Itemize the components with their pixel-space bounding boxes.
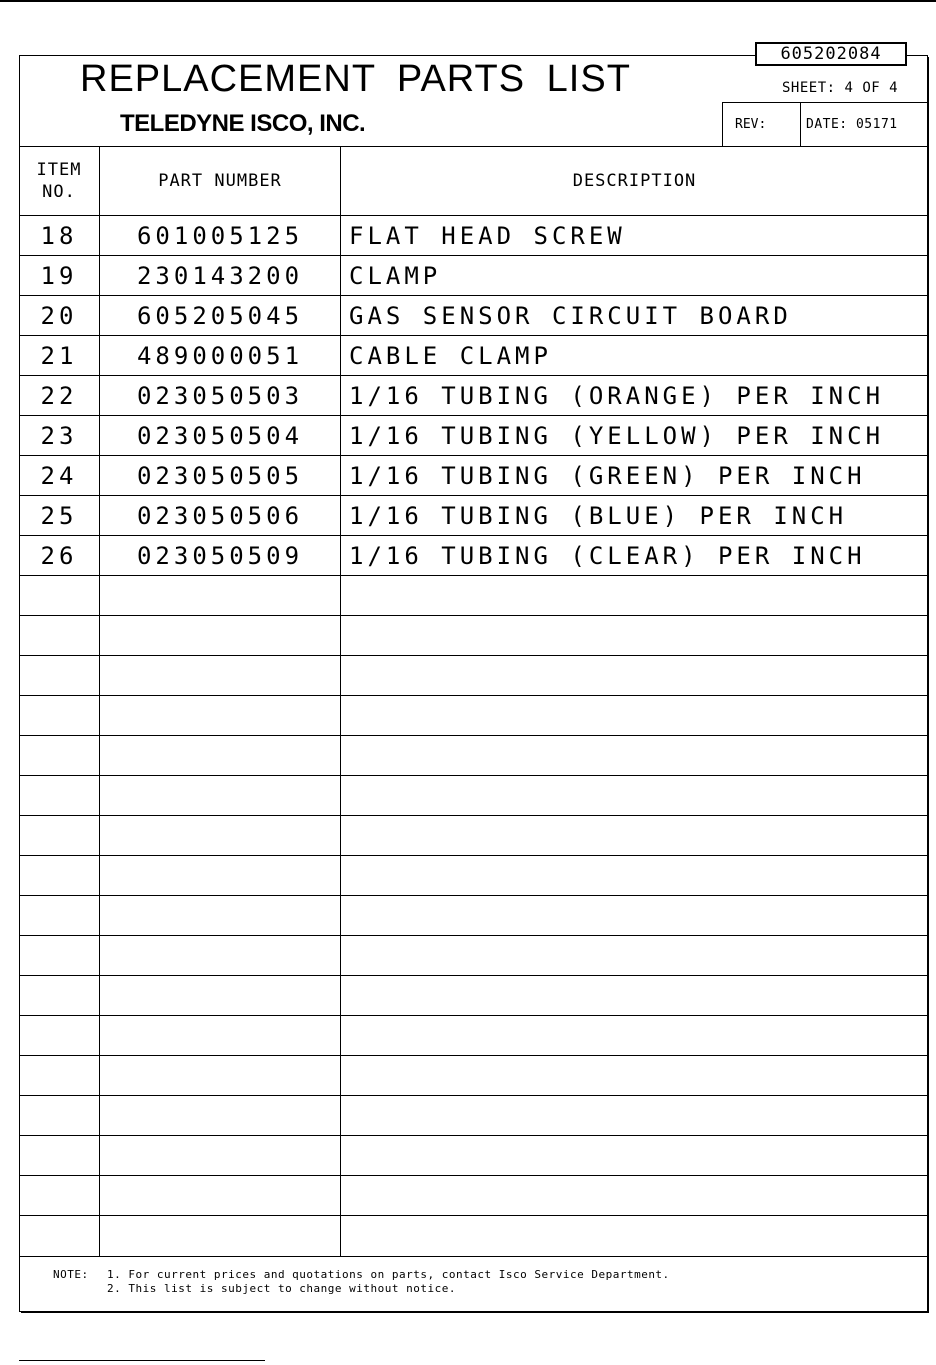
table-row — [19, 455, 928, 495]
part-number-cell: 489000051 — [136, 342, 304, 370]
company-name: TELEDYNE ISCO, INC. — [120, 110, 366, 137]
part-number-cell — [100, 776, 340, 816]
part-number-cell — [100, 936, 340, 976]
description-cell — [349, 1176, 919, 1216]
description-cell — [349, 1136, 919, 1176]
item-cell — [19, 896, 99, 936]
table-row — [19, 735, 928, 775]
part-number-cell — [100, 1096, 340, 1136]
rev-box-left-border — [722, 102, 723, 146]
table-row — [19, 975, 928, 1015]
document-number: 605202084 — [755, 42, 907, 66]
table-row — [19, 575, 928, 615]
date-label: DATE: 05171 — [806, 117, 898, 132]
description-cell: GAS SENSOR CIRCUIT BOARD — [349, 302, 792, 330]
description-cell: 1/16 TUBING (GREEN) PER INCH — [349, 462, 866, 490]
column-header-item — [19, 146, 99, 215]
description-cell: CABLE CLAMP — [349, 342, 552, 370]
table-row — [19, 935, 928, 975]
description-cell: 1/16 TUBING (ORANGE) PER INCH — [349, 382, 885, 410]
top-rule — [0, 0, 936, 2]
frame-shadow-bottom — [21, 1311, 929, 1313]
description-cell — [349, 1096, 919, 1136]
item-cell — [19, 936, 99, 976]
part-number-cell: 023050504 — [136, 422, 304, 450]
description-cell — [349, 736, 919, 776]
item-cell — [19, 616, 99, 656]
description-cell: CLAMP — [349, 262, 442, 290]
column-header-description: DESCRIPTION — [572, 170, 697, 191]
table-row — [19, 255, 928, 295]
column-header-item-line1: ITEM — [36, 159, 82, 180]
part-number-cell: 023050506 — [136, 502, 304, 530]
part-number-cell: 605205045 — [136, 302, 304, 330]
description-cell — [349, 896, 919, 936]
description-cell: FLAT HEAD SCREW — [349, 222, 626, 250]
description-cell — [349, 1056, 919, 1096]
table-row — [19, 1175, 928, 1215]
table-row — [19, 775, 928, 815]
part-number-cell: 230143200 — [136, 262, 304, 290]
note-divider — [19, 1256, 928, 1257]
part-number-cell — [100, 736, 340, 776]
description-cell — [349, 576, 919, 616]
description-cell — [349, 776, 919, 816]
item-cell: 21 — [40, 342, 78, 370]
part-number-cell — [100, 656, 340, 696]
item-cell: 26 — [40, 542, 78, 570]
table-row — [19, 295, 928, 335]
item-cell — [19, 656, 99, 696]
description-cell — [349, 816, 919, 856]
table-row — [19, 1015, 928, 1055]
part-number-cell: 601005125 — [136, 222, 304, 250]
item-cell: 18 — [40, 222, 78, 250]
description-cell — [349, 936, 919, 976]
item-cell — [19, 1056, 99, 1096]
description-cell: 1/16 TUBING (YELLOW) PER INCH — [349, 422, 885, 450]
table-row — [19, 615, 928, 655]
notes — [53, 1268, 670, 1296]
note-line-1: 1. For current prices and quotations on parts, contact Isco Service Department. — [107, 1268, 670, 1281]
item-cell: 22 — [40, 382, 78, 410]
table-row — [19, 535, 928, 575]
date-box-left-border — [800, 102, 801, 146]
item-cell: 23 — [40, 422, 78, 450]
table-row — [19, 1215, 928, 1255]
rev-date-divider — [722, 102, 928, 103]
part-number-cell — [100, 896, 340, 936]
part-number-cell: 023050509 — [136, 542, 304, 570]
table-row — [19, 495, 928, 535]
description-cell: 1/16 TUBING (CLEAR) PER INCH — [349, 542, 866, 570]
item-cell — [19, 1216, 99, 1256]
column-header-item-line2: NO. — [42, 181, 76, 202]
table-row — [19, 695, 928, 735]
column-header-part-number: PART NUMBER — [158, 170, 282, 191]
table-row — [19, 1095, 928, 1135]
description-cell — [349, 696, 919, 736]
item-cell: 25 — [40, 502, 78, 530]
description-cell — [349, 656, 919, 696]
part-number-cell: 023050503 — [136, 382, 304, 410]
part-number-cell — [100, 816, 340, 856]
item-cell — [19, 696, 99, 736]
item-cell: 19 — [40, 262, 78, 290]
part-number-cell — [100, 1136, 340, 1176]
page-title: REPLACEMENT PARTS LIST — [80, 58, 631, 100]
item-cell — [19, 1096, 99, 1136]
table-row — [19, 895, 928, 935]
description-cell — [349, 856, 919, 896]
table-row — [19, 415, 928, 455]
item-cell — [19, 816, 99, 856]
sheet-number: SHEET: 4 OF 4 — [782, 80, 899, 96]
item-cell: 20 — [40, 302, 78, 330]
description-cell — [349, 976, 919, 1016]
part-number-cell — [100, 856, 340, 896]
description-cell — [349, 616, 919, 656]
item-cell: 24 — [40, 462, 78, 490]
description-cell: 1/16 TUBING (BLUE) PER INCH — [349, 502, 848, 530]
item-cell — [19, 1176, 99, 1216]
part-number-cell — [100, 1016, 340, 1056]
item-cell — [19, 976, 99, 1016]
part-number-cell — [100, 1056, 340, 1096]
part-number-cell: 023050505 — [136, 462, 304, 490]
part-number-cell — [100, 976, 340, 1016]
table-row — [19, 215, 928, 255]
part-number-cell — [100, 1216, 340, 1256]
part-number-cell — [100, 696, 340, 736]
table-row — [19, 655, 928, 695]
table-row — [19, 855, 928, 895]
table-row — [19, 815, 928, 855]
table-row — [19, 1055, 928, 1095]
part-number-cell — [100, 616, 340, 656]
table-row — [19, 1135, 928, 1175]
part-number-cell — [100, 576, 340, 616]
item-cell — [19, 1016, 99, 1056]
description-cell — [349, 1216, 919, 1256]
item-cell — [19, 576, 99, 616]
item-cell — [19, 856, 99, 896]
item-cell — [19, 1136, 99, 1176]
note-label: NOTE: — [53, 1268, 89, 1281]
item-cell — [19, 776, 99, 816]
footnote-rule — [19, 1360, 265, 1361]
table-row — [19, 375, 928, 415]
description-cell — [349, 1016, 919, 1056]
item-cell — [19, 736, 99, 776]
rev-label: REV: — [735, 117, 767, 132]
table-row — [19, 335, 928, 375]
note-line-2: 2. This list is subject to change without notice. — [107, 1282, 457, 1295]
part-number-cell — [100, 1176, 340, 1216]
